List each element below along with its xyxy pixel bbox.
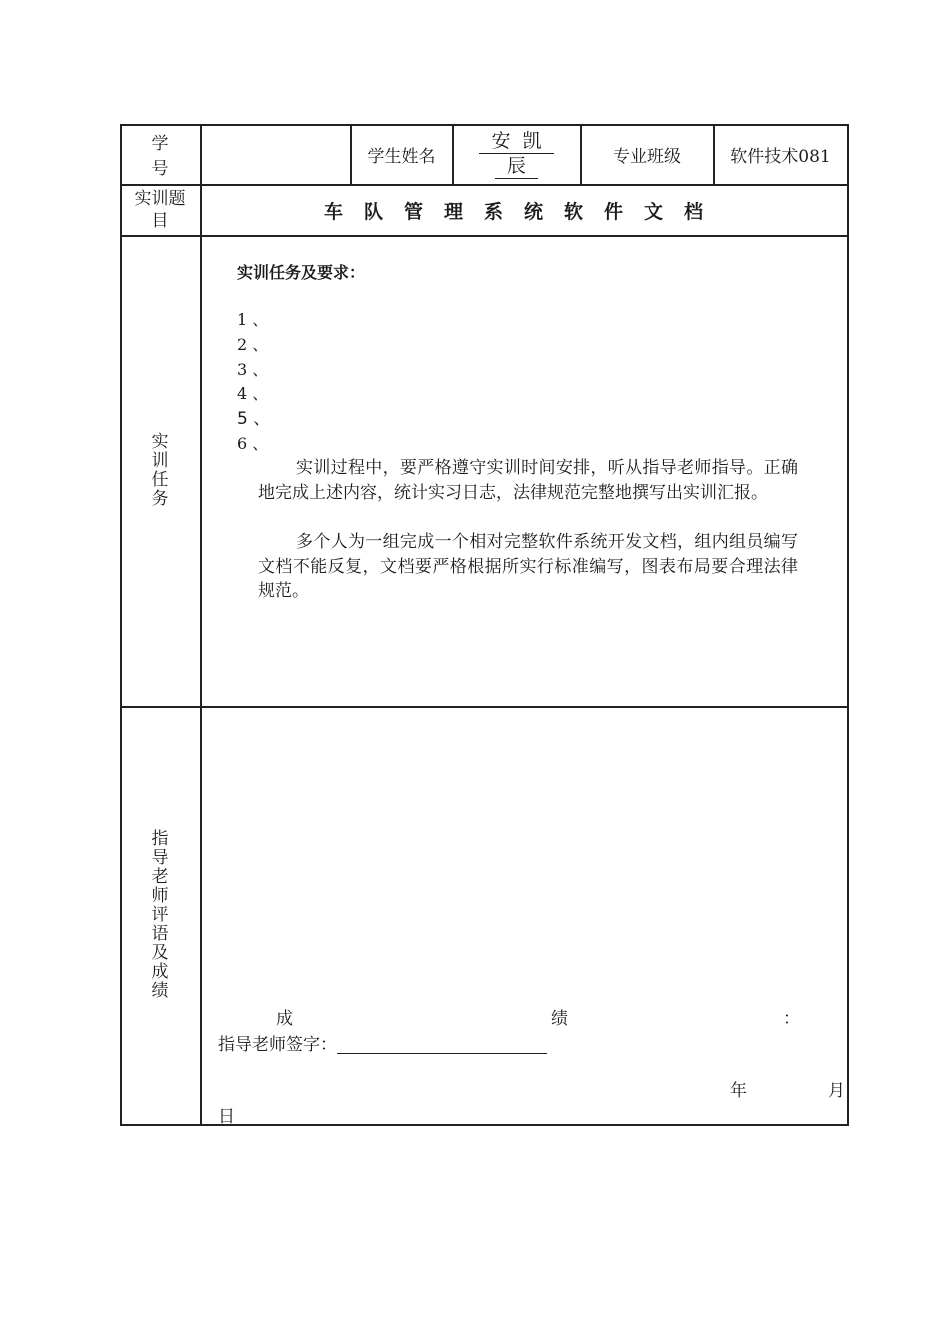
student-name-line-1: 安凯: [479, 129, 553, 154]
report-cover-form: [120, 124, 849, 1126]
task-heading: 实训任务及要求：: [237, 263, 366, 282]
student-name-value[interactable]: [479, 129, 553, 179]
class-value[interactable]: 软件技术081: [730, 146, 831, 167]
task-label: 实训任务: [151, 432, 169, 509]
task-item-list: [237, 308, 270, 457]
topic-label: 实训题目: [134, 189, 186, 231]
class-label: 专业班级: [613, 146, 681, 167]
grade-colon: ：: [783, 1009, 800, 1029]
year-label: 年: [730, 1081, 747, 1101]
task-item-6[interactable]: 6 、: [237, 433, 269, 453]
signature-field[interactable]: [337, 1035, 547, 1054]
task-item-3[interactable]: 3 、: [237, 359, 269, 379]
student-id-label: 学号: [151, 134, 187, 179]
signature-line: [218, 1030, 547, 1055]
review-label: 指导老师评语及成绩: [151, 829, 169, 1001]
signature-label: 指导老师签字：: [218, 1035, 337, 1055]
table-border-right: [847, 124, 849, 1125]
row-divider-2: [120, 235, 849, 237]
day-label: 日: [218, 1107, 235, 1127]
label-column-divider: [200, 124, 202, 1125]
month-label: 月: [828, 1081, 845, 1101]
student-name-line-2: 辰: [495, 154, 538, 179]
task-item-4[interactable]: 4 、: [237, 384, 269, 404]
student-name-label: 学生姓名: [367, 146, 436, 167]
grade-label-char-1: 成: [276, 1009, 293, 1029]
task-paragraph-2: 多个人为一组完成一个相对完整软件系统开发文档，组内组员编写文档不能反复，文档要严格根据所实行标准编写，图表布局要合理法律规范。: [258, 532, 798, 601]
grade-label-char-2: 绩: [551, 1009, 568, 1029]
row-divider-3: [120, 706, 849, 708]
task-item-1[interactable]: 1 、: [237, 310, 269, 329]
task-item-2[interactable]: 2 、: [237, 334, 269, 354]
topic-title[interactable]: 车队管理系统软件文档: [323, 200, 724, 223]
task-paragraph-1: 实训过程中，要严格遵守实训时间安排，听从指导老师指导。正确地完成上述内容，统计实习日志，法律规范完整地撰写出实训汇报。: [258, 458, 798, 503]
task-item-5[interactable]: 5 、: [237, 409, 271, 430]
